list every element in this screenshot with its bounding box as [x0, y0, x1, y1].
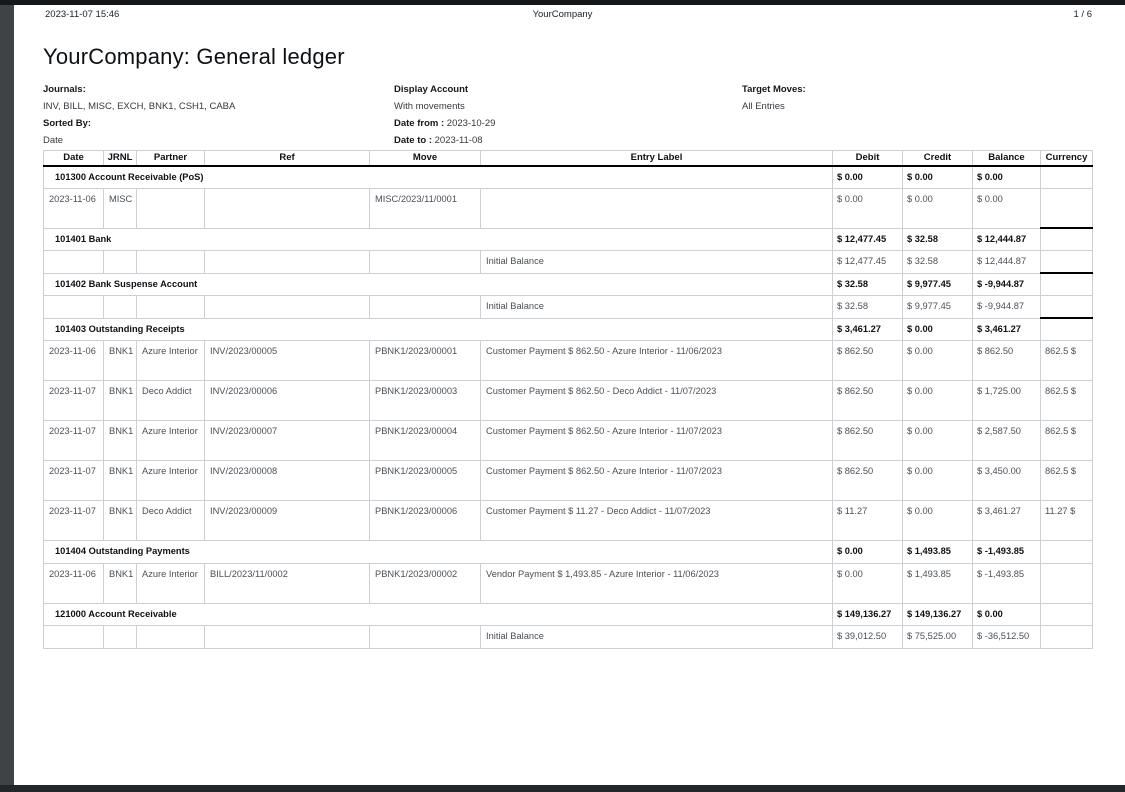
column-header-ref: Ref [205, 151, 370, 166]
account-section-row [44, 603, 1093, 625]
account-total-debit: $ 0.00 [833, 541, 903, 563]
entry-journal: BNK1 [104, 421, 137, 461]
filters-display-column [394, 81, 495, 149]
account-total-debit: $ 12,477.45 [833, 228, 903, 250]
entry-currency: 862.5 $ [1041, 381, 1093, 421]
account-total-credit: $ 32.58 [903, 228, 973, 250]
account-total-currency [1041, 228, 1093, 250]
entry-currency [1041, 251, 1093, 273]
entry-date [44, 626, 104, 648]
account-total-currency [1041, 541, 1093, 563]
account-total-currency [1041, 273, 1093, 295]
account-total-debit: $ 32.58 [833, 273, 903, 295]
entry-move: PBNK1/2023/00001 [370, 341, 481, 381]
entry-move: PBNK1/2023/00005 [370, 461, 481, 501]
entry-label: Customer Payment $ 862.50 - Deco Addict - 11/07/2023 [481, 381, 833, 421]
account-total-credit: $ 9,977.45 [903, 273, 973, 295]
entry-currency: 862.5 $ [1041, 421, 1093, 461]
entry-journal [104, 296, 137, 318]
entry-date: 2023-11-06 [44, 563, 104, 603]
entry-move: PBNK1/2023/00003 [370, 381, 481, 421]
entry-date: 2023-11-07 [44, 421, 104, 461]
column-header-jrnl: JRNL [104, 151, 137, 166]
entry-debit: $ 11.27 [833, 501, 903, 541]
entry-label: Customer Payment $ 11.27 - Deco Addict - 11/07/2023 [481, 501, 833, 541]
entry-credit: $ 1,493.85 [903, 563, 973, 603]
account-total-balance: $ -1,493.85 [973, 541, 1041, 563]
account-section-row [44, 273, 1093, 295]
entry-ref: INV/2023/00006 [205, 381, 370, 421]
column-header-currency: Currency [1041, 151, 1093, 166]
entry-debit: $ 862.50 [833, 421, 903, 461]
ledger-entry-row [44, 421, 1093, 461]
ledger-entry-row [44, 188, 1093, 228]
viewer-bottom-edge [0, 785, 1125, 792]
display-account-label: Display Account [394, 84, 469, 95]
entry-currency [1041, 296, 1093, 318]
entry-label: Customer Payment $ 862.50 - Azure Interior - 11/06/2023 [481, 341, 833, 381]
entry-debit: $ 862.50 [833, 381, 903, 421]
account-total-balance: $ 0.00 [973, 603, 1041, 625]
entry-ref: BILL/2023/11/0002 [205, 563, 370, 603]
entry-label: Customer Payment $ 862.50 - Azure Interior - 11/07/2023 [481, 421, 833, 461]
ledger-entry-row [44, 251, 1093, 273]
column-header-partner: Partner [137, 151, 205, 166]
viewer-left-edge [0, 0, 14, 792]
entry-debit: $ 0.00 [833, 563, 903, 603]
entry-journal: BNK1 [104, 341, 137, 381]
entry-move: PBNK1/2023/00004 [370, 421, 481, 461]
ledger-entry-row [44, 563, 1093, 603]
entry-partner [137, 188, 205, 228]
account-total-balance: $ -9,944.87 [973, 273, 1041, 295]
entry-label [481, 188, 833, 228]
entry-balance: $ 12,444.87 [973, 251, 1041, 273]
entry-balance: $ 0.00 [973, 188, 1041, 228]
entry-credit: $ 9,977.45 [903, 296, 973, 318]
account-total-credit: $ 0.00 [903, 318, 973, 340]
column-header-credit: Credit [903, 151, 973, 166]
ledger-table-head [44, 151, 1093, 166]
account-total-currency [1041, 603, 1093, 625]
column-header-balance: Balance [973, 151, 1041, 166]
account-section-row [44, 166, 1093, 189]
entry-balance: $ -36,512.50 [973, 626, 1041, 648]
column-header-entry-label: Entry Label [481, 151, 833, 166]
account-total-currency [1041, 166, 1093, 189]
entry-partner [137, 296, 205, 318]
account-total-balance: $ 3,461.27 [973, 318, 1041, 340]
journals-value: INV, BILL, MISC, EXCH, BNK1, CSH1, CABA [43, 101, 236, 112]
filters-journals-column [43, 81, 235, 149]
date-to-label: Date to : [394, 135, 432, 146]
entry-debit: $ 39,012.50 [833, 626, 903, 648]
entry-debit: $ 32.58 [833, 296, 903, 318]
account-name: 121000 Account Receivable [44, 603, 833, 625]
print-datetime: 2023-11-07 15:46 [45, 9, 120, 20]
entry-ref [205, 626, 370, 648]
account-name: 101402 Bank Suspense Account [44, 273, 833, 295]
entry-credit: $ 32.58 [903, 251, 973, 273]
ledger-entry-row [44, 296, 1093, 318]
entry-journal: BNK1 [104, 501, 137, 541]
display-account-value: With movements [394, 101, 465, 112]
entry-balance: $ 3,461.27 [973, 501, 1041, 541]
entry-move [370, 296, 481, 318]
account-total-currency [1041, 318, 1093, 340]
entry-credit: $ 75,525.00 [903, 626, 973, 648]
entry-ref: INV/2023/00008 [205, 461, 370, 501]
page-number-indicator: 1 / 6 [1073, 9, 1092, 20]
entry-ref [205, 251, 370, 273]
entry-journal: BNK1 [104, 381, 137, 421]
entry-label: Vendor Payment $ 1,493.85 - Azure Interior - 11/06/2023 [481, 563, 833, 603]
entry-move: PBNK1/2023/00006 [370, 501, 481, 541]
entry-ref: INV/2023/00007 [205, 421, 370, 461]
entry-move [370, 626, 481, 648]
entry-currency: 862.5 $ [1041, 341, 1093, 381]
entry-balance: $ -9,944.87 [973, 296, 1041, 318]
entry-credit: $ 0.00 [903, 501, 973, 541]
column-header-date: Date [44, 151, 104, 166]
entry-currency [1041, 563, 1093, 603]
entry-date [44, 296, 104, 318]
account-section-row [44, 318, 1093, 340]
sorted-by-value: Date [43, 135, 64, 146]
entry-date: 2023-11-07 [44, 501, 104, 541]
entry-ref: INV/2023/00005 [205, 341, 370, 381]
column-header-debit: Debit [833, 151, 903, 166]
target-moves-label: Target Moves: [742, 84, 806, 95]
account-total-debit: $ 149,136.27 [833, 603, 903, 625]
entry-partner: Azure Interior [137, 421, 205, 461]
entry-partner: Azure Interior [137, 461, 205, 501]
entry-label: Initial Balance [481, 251, 833, 273]
entry-date: 2023-11-06 [44, 341, 104, 381]
entry-currency [1041, 188, 1093, 228]
entry-date: 2023-11-07 [44, 381, 104, 421]
entry-journal: BNK1 [104, 461, 137, 501]
entry-move: PBNK1/2023/00002 [370, 563, 481, 603]
viewer-top-edge [0, 0, 1125, 5]
entry-partner: Deco Addict [137, 501, 205, 541]
entry-label: Initial Balance [481, 296, 833, 318]
entry-partner [137, 626, 205, 648]
entry-move [370, 251, 481, 273]
entry-journal [104, 626, 137, 648]
ledger-entry-row [44, 501, 1093, 541]
account-total-debit: $ 3,461.27 [833, 318, 903, 340]
entry-partner: Deco Addict [137, 381, 205, 421]
entry-credit: $ 0.00 [903, 381, 973, 421]
date-to-value: 2023-11-08 [434, 135, 483, 146]
general-ledger-table [43, 150, 1093, 649]
date-from-value: 2023-10-29 [446, 118, 496, 129]
date-from-label: Date from : [394, 118, 445, 129]
entry-credit: $ 0.00 [903, 461, 973, 501]
entry-credit: $ 0.00 [903, 421, 973, 461]
entry-ref [205, 296, 370, 318]
account-section-row [44, 541, 1093, 563]
target-moves-value: All Entries [742, 101, 785, 112]
header-company-name: YourCompany [532, 9, 593, 20]
ledger-entry-row [44, 626, 1093, 648]
account-total-credit: $ 1,493.85 [903, 541, 973, 563]
sorted-by-label: Sorted By: [43, 118, 92, 129]
account-total-balance: $ 12,444.87 [973, 228, 1041, 250]
entry-label: Customer Payment $ 862.50 - Azure Interior - 11/07/2023 [481, 461, 833, 501]
report-title: YourCompany: General ledger [43, 44, 345, 69]
entry-ref [205, 188, 370, 228]
ledger-header-row [44, 151, 1093, 166]
entry-balance: $ 3,450.00 [973, 461, 1041, 501]
account-name: 101300 Account Receivable (PoS) [44, 166, 833, 189]
ledger-entry-row [44, 381, 1093, 421]
entry-debit: $ 862.50 [833, 461, 903, 501]
entry-credit: $ 0.00 [903, 188, 973, 228]
entry-balance: $ 2,587.50 [973, 421, 1041, 461]
entry-debit: $ 862.50 [833, 341, 903, 381]
account-name: 101401 Bank [44, 228, 833, 250]
ledger-entry-row [44, 461, 1093, 501]
account-total-balance: $ 0.00 [973, 166, 1041, 189]
entry-date: 2023-11-07 [44, 461, 104, 501]
entry-move: MISC/2023/11/0001 [370, 188, 481, 228]
column-header-move: Move [370, 151, 481, 166]
account-name: 101404 Outstanding Payments [44, 541, 833, 563]
journals-label: Journals: [43, 84, 86, 95]
filters-target-column [742, 81, 806, 115]
entry-journal: BNK1 [104, 563, 137, 603]
entry-currency [1041, 626, 1093, 648]
entry-label: Initial Balance [481, 626, 833, 648]
ledger-entry-row [44, 341, 1093, 381]
entry-journal [104, 251, 137, 273]
entry-credit: $ 0.00 [903, 341, 973, 381]
entry-partner [137, 251, 205, 273]
entry-debit: $ 0.00 [833, 188, 903, 228]
ledger-table-body [44, 166, 1093, 649]
entry-date: 2023-11-06 [44, 188, 104, 228]
entry-balance: $ 1,725.00 [973, 381, 1041, 421]
entry-currency: 11.27 $ [1041, 501, 1093, 541]
account-total-credit: $ 149,136.27 [903, 603, 973, 625]
entry-currency: 862.5 $ [1041, 461, 1093, 501]
account-section-row [44, 228, 1093, 250]
entry-partner: Azure Interior [137, 563, 205, 603]
entry-partner: Azure Interior [137, 341, 205, 381]
account-total-debit: $ 0.00 [833, 166, 903, 189]
entry-ref: INV/2023/00009 [205, 501, 370, 541]
entry-debit: $ 12,477.45 [833, 251, 903, 273]
entry-balance: $ -1,493.85 [973, 563, 1041, 603]
account-total-credit: $ 0.00 [903, 166, 973, 189]
account-name: 101403 Outstanding Receipts [44, 318, 833, 340]
entry-balance: $ 862.50 [973, 341, 1041, 381]
entry-journal: MISC [104, 188, 137, 228]
entry-date [44, 251, 104, 273]
